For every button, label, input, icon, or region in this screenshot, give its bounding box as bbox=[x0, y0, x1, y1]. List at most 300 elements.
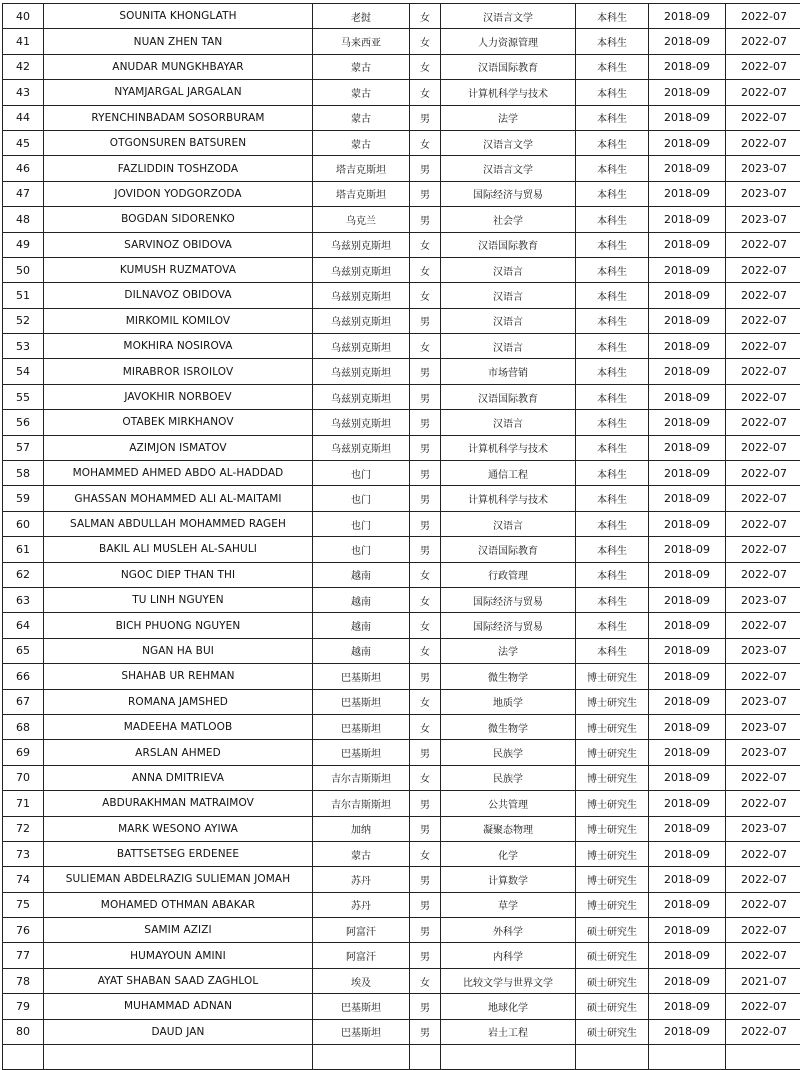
nationality: 塔吉克斯坦 bbox=[313, 181, 410, 206]
sex: 女 bbox=[410, 841, 441, 866]
degree-level: 本科生 bbox=[576, 638, 649, 663]
nationality: 埃及 bbox=[313, 968, 410, 993]
row-number: 60 bbox=[3, 511, 44, 536]
student-name: SHAHAB UR REHMAN bbox=[44, 664, 313, 689]
table-row bbox=[3, 130, 800, 155]
nationality: 也门 bbox=[313, 461, 410, 486]
major: 行政管理 bbox=[441, 562, 576, 587]
row-number: 48 bbox=[3, 207, 44, 232]
sex: 女 bbox=[410, 257, 441, 282]
student-name: MUHAMMAD ADNAN bbox=[44, 994, 313, 1019]
row-number: 43 bbox=[3, 80, 44, 105]
enrollment-date: 2018-09 bbox=[649, 1019, 726, 1044]
sex: 男 bbox=[410, 410, 441, 435]
nationality: 越南 bbox=[313, 638, 410, 663]
degree-level: 本科生 bbox=[576, 562, 649, 587]
graduation-date: 2022-07 bbox=[726, 867, 800, 892]
row-number: 76 bbox=[3, 918, 44, 943]
degree-level: 本科生 bbox=[576, 105, 649, 130]
table-row bbox=[3, 994, 800, 1019]
sex: 男 bbox=[410, 105, 441, 130]
enrollment-date: 2018-09 bbox=[649, 841, 726, 866]
sex: 男 bbox=[410, 511, 441, 536]
nationality: 蒙古 bbox=[313, 130, 410, 155]
graduation-date: 2022-07 bbox=[726, 562, 800, 587]
graduation-date: 2022-07 bbox=[726, 384, 800, 409]
row-number: 56 bbox=[3, 410, 44, 435]
graduation-date: 2023-07 bbox=[726, 207, 800, 232]
sex: 男 bbox=[410, 740, 441, 765]
nationality: 苏丹 bbox=[313, 867, 410, 892]
major: 民族学 bbox=[441, 740, 576, 765]
sex: 女 bbox=[410, 587, 441, 612]
major: 汉语言 bbox=[441, 257, 576, 282]
nationality: 加纳 bbox=[313, 816, 410, 841]
degree-level: 本科生 bbox=[576, 54, 649, 79]
row-number: 75 bbox=[3, 892, 44, 917]
row-number: 47 bbox=[3, 181, 44, 206]
major: 汉语言 bbox=[441, 283, 576, 308]
graduation-date: 2022-07 bbox=[726, 4, 800, 29]
graduation-date: 2022-07 bbox=[726, 664, 800, 689]
degree-level: 博士研究生 bbox=[576, 791, 649, 816]
nationality: 巴基斯坦 bbox=[313, 994, 410, 1019]
sex: 男 bbox=[410, 156, 441, 181]
table-row bbox=[3, 740, 800, 765]
major: 内科学 bbox=[441, 943, 576, 968]
degree-level: 博士研究生 bbox=[576, 841, 649, 866]
enrollment-date: 2018-09 bbox=[649, 105, 726, 130]
row-number: 74 bbox=[3, 867, 44, 892]
student-table bbox=[2, 3, 800, 1070]
nationality: 巴基斯坦 bbox=[313, 689, 410, 714]
nationality: 乌克兰 bbox=[313, 207, 410, 232]
student-name: MOKHIRA NOSIROVA bbox=[44, 334, 313, 359]
degree-level: 本科生 bbox=[576, 130, 649, 155]
nationality: 蒙古 bbox=[313, 54, 410, 79]
major: 国际经济与贸易 bbox=[441, 613, 576, 638]
table-row bbox=[3, 283, 800, 308]
student-name: JOVIDON YODGORZODA bbox=[44, 181, 313, 206]
graduation-date: 2022-07 bbox=[726, 359, 800, 384]
row-number: 69 bbox=[3, 740, 44, 765]
student-name: OTABEK MIRKHANOV bbox=[44, 410, 313, 435]
student-name: NUAN ZHEN TAN bbox=[44, 29, 313, 54]
degree-level: 本科生 bbox=[576, 613, 649, 638]
row-number: 79 bbox=[3, 994, 44, 1019]
sex: 男 bbox=[410, 537, 441, 562]
student-name bbox=[44, 1045, 313, 1070]
student-name: SARVINOZ OBIDOVA bbox=[44, 232, 313, 257]
enrollment-date: 2018-09 bbox=[649, 29, 726, 54]
sex: 女 bbox=[410, 968, 441, 993]
table-row bbox=[3, 435, 800, 460]
row-number: 66 bbox=[3, 664, 44, 689]
table-row bbox=[3, 562, 800, 587]
nationality: 塔吉克斯坦 bbox=[313, 156, 410, 181]
major: 地质学 bbox=[441, 689, 576, 714]
nationality: 蒙古 bbox=[313, 841, 410, 866]
enrollment-date: 2018-09 bbox=[649, 359, 726, 384]
major: 汉语言 bbox=[441, 334, 576, 359]
graduation-date: 2021-07 bbox=[726, 968, 800, 993]
table-row bbox=[3, 156, 800, 181]
enrollment-date: 2018-09 bbox=[649, 816, 726, 841]
row-number: 57 bbox=[3, 435, 44, 460]
enrollment-date: 2018-09 bbox=[649, 638, 726, 663]
row-number: 53 bbox=[3, 334, 44, 359]
table-row bbox=[3, 816, 800, 841]
graduation-date: 2022-07 bbox=[726, 283, 800, 308]
degree-level: 本科生 bbox=[576, 207, 649, 232]
student-name: SOUNITA KHONGLATH bbox=[44, 4, 313, 29]
enrollment-date: 2018-09 bbox=[649, 384, 726, 409]
graduation-date: 2022-07 bbox=[726, 994, 800, 1019]
enrollment-date: 2018-09 bbox=[649, 410, 726, 435]
enrollment-date: 2018-09 bbox=[649, 613, 726, 638]
major bbox=[441, 1045, 576, 1070]
row-number: 63 bbox=[3, 587, 44, 612]
row-number: 70 bbox=[3, 765, 44, 790]
nationality: 越南 bbox=[313, 562, 410, 587]
nationality: 乌兹别克斯坦 bbox=[313, 435, 410, 460]
sex: 男 bbox=[410, 435, 441, 460]
student-name: TU LINH NGUYEN bbox=[44, 587, 313, 612]
table-row bbox=[3, 765, 800, 790]
degree-level: 硕士研究生 bbox=[576, 994, 649, 1019]
row-number: 78 bbox=[3, 968, 44, 993]
table-row bbox=[3, 308, 800, 333]
enrollment-date: 2018-09 bbox=[649, 587, 726, 612]
sex: 男 bbox=[410, 181, 441, 206]
row-number: 58 bbox=[3, 461, 44, 486]
major: 草学 bbox=[441, 892, 576, 917]
student-name: FAZLIDDIN TOSHZODA bbox=[44, 156, 313, 181]
student-name: AZIMJON ISMATOV bbox=[44, 435, 313, 460]
sex: 男 bbox=[410, 207, 441, 232]
degree-level: 本科生 bbox=[576, 257, 649, 282]
enrollment-date: 2018-09 bbox=[649, 511, 726, 536]
degree-level: 本科生 bbox=[576, 181, 649, 206]
major: 微生物学 bbox=[441, 664, 576, 689]
student-name: ANUDAR MUNGKHBAYAR bbox=[44, 54, 313, 79]
table-row bbox=[3, 511, 800, 536]
sex: 男 bbox=[410, 1019, 441, 1044]
table-row bbox=[3, 334, 800, 359]
graduation-date: 2023-07 bbox=[726, 740, 800, 765]
graduation-date: 2023-07 bbox=[726, 156, 800, 181]
nationality: 苏丹 bbox=[313, 892, 410, 917]
sex: 男 bbox=[410, 486, 441, 511]
row-number: 64 bbox=[3, 613, 44, 638]
degree-level: 硕士研究生 bbox=[576, 968, 649, 993]
sex: 女 bbox=[410, 29, 441, 54]
degree-level: 博士研究生 bbox=[576, 689, 649, 714]
enrollment-date: 2018-09 bbox=[649, 740, 726, 765]
student-name: BAKIL ALI MUSLEH AL-SAHULI bbox=[44, 537, 313, 562]
major: 比较文学与世界文学 bbox=[441, 968, 576, 993]
graduation-date: 2022-07 bbox=[726, 29, 800, 54]
degree-level: 博士研究生 bbox=[576, 867, 649, 892]
major: 社会学 bbox=[441, 207, 576, 232]
major: 地球化学 bbox=[441, 994, 576, 1019]
table-row bbox=[3, 54, 800, 79]
table-row bbox=[3, 257, 800, 282]
major: 国际经济与贸易 bbox=[441, 181, 576, 206]
row-number: 46 bbox=[3, 156, 44, 181]
enrollment-date: 2018-09 bbox=[649, 994, 726, 1019]
degree-level: 本科生 bbox=[576, 410, 649, 435]
nationality: 马来西亚 bbox=[313, 29, 410, 54]
nationality: 老挝 bbox=[313, 4, 410, 29]
major: 汉语言文学 bbox=[441, 156, 576, 181]
degree-level: 本科生 bbox=[576, 384, 649, 409]
student-name: SAMIM AZIZI bbox=[44, 918, 313, 943]
major: 化学 bbox=[441, 841, 576, 866]
row-number: 71 bbox=[3, 791, 44, 816]
sex: 男 bbox=[410, 791, 441, 816]
degree-level: 博士研究生 bbox=[576, 765, 649, 790]
sex: 男 bbox=[410, 816, 441, 841]
degree-level: 本科生 bbox=[576, 156, 649, 181]
graduation-date: 2022-07 bbox=[726, 765, 800, 790]
table-row bbox=[3, 892, 800, 917]
graduation-date: 2022-07 bbox=[726, 1019, 800, 1044]
enrollment-date: 2018-09 bbox=[649, 943, 726, 968]
student-name: NGOC DIEP THAN THI bbox=[44, 562, 313, 587]
major: 汉语国际教育 bbox=[441, 537, 576, 562]
enrollment-date: 2018-09 bbox=[649, 435, 726, 460]
row-number: 61 bbox=[3, 537, 44, 562]
nationality: 乌兹别克斯坦 bbox=[313, 257, 410, 282]
student-name: MADEEHA MATLOOB bbox=[44, 714, 313, 739]
degree-level: 本科生 bbox=[576, 232, 649, 257]
table-row bbox=[3, 181, 800, 206]
student-name: SULIEMAN ABDELRAZIG SULIEMAN JOMAH bbox=[44, 867, 313, 892]
major: 计算机科学与技术 bbox=[441, 435, 576, 460]
graduation-date: 2022-07 bbox=[726, 841, 800, 866]
student-name: AYAT SHABAN SAAD ZAGHLOL bbox=[44, 968, 313, 993]
enrollment-date: 2018-09 bbox=[649, 765, 726, 790]
table-row bbox=[3, 714, 800, 739]
enrollment-date: 2018-09 bbox=[649, 892, 726, 917]
table-row bbox=[3, 664, 800, 689]
enrollment-date: 2018-09 bbox=[649, 181, 726, 206]
graduation-date: 2023-07 bbox=[726, 638, 800, 663]
nationality: 乌兹别克斯坦 bbox=[313, 232, 410, 257]
enrollment-date: 2018-09 bbox=[649, 562, 726, 587]
table-row bbox=[3, 207, 800, 232]
degree-level bbox=[576, 1045, 649, 1070]
sex: 男 bbox=[410, 384, 441, 409]
major: 汉语言文学 bbox=[441, 4, 576, 29]
major: 汉语言文学 bbox=[441, 130, 576, 155]
table-row bbox=[3, 359, 800, 384]
student-name: ANNA DMITRIEVA bbox=[44, 765, 313, 790]
enrollment-date: 2018-09 bbox=[649, 486, 726, 511]
student-name: DAUD JAN bbox=[44, 1019, 313, 1044]
student-name: MOHAMED OTHMAN ABAKAR bbox=[44, 892, 313, 917]
nationality: 蒙古 bbox=[313, 105, 410, 130]
degree-level: 本科生 bbox=[576, 308, 649, 333]
nationality: 蒙古 bbox=[313, 80, 410, 105]
sex: 女 bbox=[410, 638, 441, 663]
student-name: BOGDAN SIDORENKO bbox=[44, 207, 313, 232]
nationality: 吉尔吉斯斯坦 bbox=[313, 765, 410, 790]
student-name: SALMAN ABDULLAH MOHAMMED RAGEH bbox=[44, 511, 313, 536]
enrollment-date: 2018-09 bbox=[649, 968, 726, 993]
graduation-date bbox=[726, 1045, 800, 1070]
table-row bbox=[3, 791, 800, 816]
nationality bbox=[313, 1045, 410, 1070]
row-number: 73 bbox=[3, 841, 44, 866]
row-number: 59 bbox=[3, 486, 44, 511]
row-number: 41 bbox=[3, 29, 44, 54]
table-row bbox=[3, 1019, 800, 1044]
enrollment-date: 2018-09 bbox=[649, 4, 726, 29]
sex: 女 bbox=[410, 765, 441, 790]
degree-level: 本科生 bbox=[576, 435, 649, 460]
student-name: OTGONSUREN BATSUREN bbox=[44, 130, 313, 155]
enrollment-date: 2018-09 bbox=[649, 257, 726, 282]
graduation-date: 2022-07 bbox=[726, 308, 800, 333]
row-number: 44 bbox=[3, 105, 44, 130]
major: 微生物学 bbox=[441, 714, 576, 739]
student-name: GHASSAN MOHAMMED ALI AL-MAITAMI bbox=[44, 486, 313, 511]
row-number: 54 bbox=[3, 359, 44, 384]
nationality: 也门 bbox=[313, 486, 410, 511]
nationality: 也门 bbox=[313, 537, 410, 562]
student-name: ROMANA JAMSHED bbox=[44, 689, 313, 714]
table-row bbox=[3, 232, 800, 257]
graduation-date: 2022-07 bbox=[726, 410, 800, 435]
table-row bbox=[3, 841, 800, 866]
sex: 男 bbox=[410, 943, 441, 968]
major: 通信工程 bbox=[441, 461, 576, 486]
sex: 女 bbox=[410, 689, 441, 714]
row-number: 68 bbox=[3, 714, 44, 739]
table-row bbox=[3, 918, 800, 943]
row-number: 51 bbox=[3, 283, 44, 308]
student-name: MARK WESONO AYIWA bbox=[44, 816, 313, 841]
sex: 女 bbox=[410, 232, 441, 257]
graduation-date: 2023-07 bbox=[726, 181, 800, 206]
enrollment-date: 2018-09 bbox=[649, 334, 726, 359]
graduation-date: 2022-07 bbox=[726, 130, 800, 155]
nationality: 阿富汗 bbox=[313, 918, 410, 943]
sex: 女 bbox=[410, 714, 441, 739]
nationality: 乌兹别克斯坦 bbox=[313, 308, 410, 333]
nationality: 巴基斯坦 bbox=[313, 740, 410, 765]
enrollment-date: 2018-09 bbox=[649, 308, 726, 333]
graduation-date: 2022-07 bbox=[726, 537, 800, 562]
degree-level: 本科生 bbox=[576, 283, 649, 308]
degree-level: 硕士研究生 bbox=[576, 918, 649, 943]
table-row bbox=[3, 689, 800, 714]
major: 汉语言 bbox=[441, 511, 576, 536]
nationality: 越南 bbox=[313, 587, 410, 612]
row-number: 80 bbox=[3, 1019, 44, 1044]
table-row bbox=[3, 4, 800, 29]
row-number: 49 bbox=[3, 232, 44, 257]
nationality: 阿富汗 bbox=[313, 943, 410, 968]
row-number: 62 bbox=[3, 562, 44, 587]
table-row bbox=[3, 587, 800, 612]
student-name: NYAMJARGAL JARGALAN bbox=[44, 80, 313, 105]
degree-level: 硕士研究生 bbox=[576, 943, 649, 968]
graduation-date: 2022-07 bbox=[726, 257, 800, 282]
table-row bbox=[3, 384, 800, 409]
nationality: 乌兹别克斯坦 bbox=[313, 359, 410, 384]
enrollment-date: 2018-09 bbox=[649, 791, 726, 816]
major: 国际经济与贸易 bbox=[441, 587, 576, 612]
degree-level: 本科生 bbox=[576, 29, 649, 54]
enrollment-date: 2018-09 bbox=[649, 537, 726, 562]
table-row bbox=[3, 867, 800, 892]
graduation-date: 2022-07 bbox=[726, 613, 800, 638]
enrollment-date: 2018-09 bbox=[649, 54, 726, 79]
degree-level: 博士研究生 bbox=[576, 714, 649, 739]
degree-level: 本科生 bbox=[576, 511, 649, 536]
enrollment-date: 2018-09 bbox=[649, 207, 726, 232]
graduation-date: 2022-07 bbox=[726, 943, 800, 968]
enrollment-date: 2018-09 bbox=[649, 283, 726, 308]
enrollment-date: 2018-09 bbox=[649, 867, 726, 892]
student-name: KUMUSH RUZMATOVA bbox=[44, 257, 313, 282]
nationality: 也门 bbox=[313, 511, 410, 536]
graduation-date: 2022-07 bbox=[726, 54, 800, 79]
sex: 男 bbox=[410, 918, 441, 943]
degree-level: 本科生 bbox=[576, 461, 649, 486]
degree-level: 本科生 bbox=[576, 334, 649, 359]
row-number: 45 bbox=[3, 130, 44, 155]
row-number: 52 bbox=[3, 308, 44, 333]
major: 汉语言 bbox=[441, 410, 576, 435]
nationality: 乌兹别克斯坦 bbox=[313, 410, 410, 435]
sex: 男 bbox=[410, 994, 441, 1019]
major: 计算机科学与技术 bbox=[441, 486, 576, 511]
nationality: 吉尔吉斯斯坦 bbox=[313, 791, 410, 816]
major: 外科学 bbox=[441, 918, 576, 943]
table-row bbox=[3, 105, 800, 130]
major: 汉语言 bbox=[441, 308, 576, 333]
degree-level: 博士研究生 bbox=[576, 664, 649, 689]
student-name: MOHAMMED AHMED ABDO AL-HADDAD bbox=[44, 461, 313, 486]
major: 计算数学 bbox=[441, 867, 576, 892]
major: 法学 bbox=[441, 105, 576, 130]
graduation-date: 2022-07 bbox=[726, 791, 800, 816]
sex: 男 bbox=[410, 664, 441, 689]
enrollment-date bbox=[649, 1045, 726, 1070]
degree-level: 博士研究生 bbox=[576, 816, 649, 841]
sex: 男 bbox=[410, 867, 441, 892]
major: 凝聚态物理 bbox=[441, 816, 576, 841]
sex: 女 bbox=[410, 283, 441, 308]
nationality: 巴基斯坦 bbox=[313, 1019, 410, 1044]
table-row bbox=[3, 410, 800, 435]
enrollment-date: 2018-09 bbox=[649, 130, 726, 155]
major: 市场营销 bbox=[441, 359, 576, 384]
table-row bbox=[3, 943, 800, 968]
nationality: 乌兹别克斯坦 bbox=[313, 334, 410, 359]
table-row bbox=[3, 968, 800, 993]
row-number: 55 bbox=[3, 384, 44, 409]
student-name: ARSLAN AHMED bbox=[44, 740, 313, 765]
nationality: 越南 bbox=[313, 613, 410, 638]
sex: 男 bbox=[410, 308, 441, 333]
graduation-date: 2022-07 bbox=[726, 918, 800, 943]
sex: 男 bbox=[410, 461, 441, 486]
